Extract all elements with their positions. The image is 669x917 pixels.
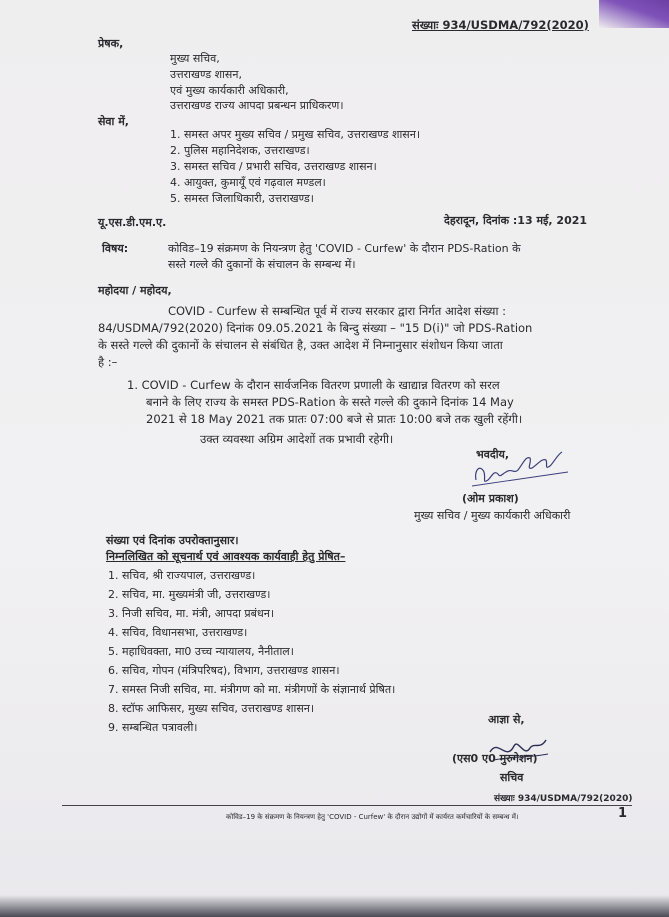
body-line: COVID - Curfew से सम्बन्धित पूर्व में राज्य सरकार द्वारा निर्गत आदेश संख्या : [168,304,506,318]
by-order: आज्ञा से, [488,713,525,726]
department-code: यू.एस.डी.एम.ए. [98,216,167,229]
photo-edge-dark [0,895,669,917]
copy-item: 2. सचिव, मा. मुख्यमंत्री जी, उत्तराखण्ड। [108,588,271,601]
secretary-name: (एस0 ए0 मुरुगेशन) [452,752,538,765]
recipients-label: सेवा में, [98,115,129,128]
page-number: 1 [618,806,628,821]
reference-number: संख्याः 934/USDMA/792(2020) [412,18,589,32]
copy-item: 8. स्टॉफ आफिसर, मुख्य सचिव, उत्तराखण्ड शासन। [108,702,315,715]
copy-heading: निम्नलिखित को सूचनार्थ एवं आवश्यक कार्यवाही हेतु प्रेषित– [106,550,346,563]
body-line: 84/USDMA/792(2020) दिनांक 09.05.2021 के बिन्दु संख्या – "15 D(i)" जो PDS-Ration [98,321,533,335]
recipient-item: 3. समस्त सचिव / प्रभारी सचिव, उत्तराखण्ड शासन। [170,160,377,173]
yours-faithfully: भवदीय, [476,448,510,461]
body-line: है :– [98,355,118,369]
effect-line: उक्त व्यवस्था अग्रिम आदेशों तक प्रभावी रहेगी। [200,432,394,446]
footer-divider [62,805,632,806]
sender-line: मुख्य सचिव, [170,52,220,65]
photo-edge-purple [599,0,669,28]
secretary-designation: सचिव [500,771,524,784]
signatory-name: (ओम प्रकाश) [462,492,519,505]
signatory-designation: मुख्य सचिव / मुख्य कार्यकारी अधिकारी [414,509,571,522]
copy-item: 7. समस्त निजी सचिव, मा. मंत्रीगण को मा. मंत्रीगणों के संज्ञानार्थ प्रेषित। [108,683,396,696]
copy-item: 9. सम्बन्धित पत्रावली। [108,721,198,734]
recipient-item: 1. समस्त अपर मुख्य सचिव / प्रमुख सचिव, उत्तराखण्ड शासन। [170,128,421,141]
point-line: 1. COVID - Curfew के दौरान सार्वजनिक वितरण प्रणाली के खाद्यान्न वितरण को सरल [127,378,500,392]
sender-line: उत्तराखण्ड शासन, [170,68,242,81]
copy-item: 6. सचिव, गोपन (मंत्रिपरिषद), विभाग, उत्तराखण्ड शासन। [108,664,340,677]
recipient-item: 2. पुलिस महानिदेशक, उत्तराखण्ड। [170,144,310,157]
body-line: के सस्ते गल्ले की दुकानों के संचालन से संबंधित है, उक्त आदेश में निम्नानुसार संशोधन किया जाता [98,338,503,352]
subject-line-1: कोविड–19 संक्रमण के नियन्त्रण हेतु 'COVID - Curfew' के दौरान PDS-Ration के [168,242,521,255]
subject-label: विषय: [102,242,129,255]
sender-line: उत्तराखण्ड राज्य आपदा प्रबन्धन प्राधिकरण। [170,99,344,112]
copy-item: 1. सचिव, श्री राज्यपाल, उत्तराखण्ड। [108,569,256,582]
salutation: महोदया / महोदय, [98,284,172,297]
footer-reference: संख्याः 934/USDMA/792(2020) [494,794,633,804]
sender-line: एवं मुख्य कार्यकारी अधिकारी, [170,84,289,97]
sender-label: प्रेषक, [98,37,124,50]
point-line: बनाने के लिए राज्य के समस्त PDS-Ration के सस्ते गल्ले की दुकाने दिनांक 14 May [146,395,514,409]
footer-subject: कोविड–19 के संक्रमण के नियन्त्रण हेतु 'COVID - Curfew' के दौरान उद्योगों में कार्यरत कर्मचारियों के सम्बन्ध में। [226,813,519,821]
copy-item: 5. महाधिवक्ता, मा0 उच्च न्यायालय, नैनीताल। [108,645,294,658]
place-date: देहरादून, दिनांक :13 मई, 2021 [444,214,588,227]
recipient-item: 4. आयुक्त, कुमायूँ एवं गढ़वाल मण्डल। [170,176,326,189]
subject-line-2: सस्ते गल्ले की दुकानों के संचालन के सम्बन्ध में। [168,258,356,271]
chief-secretary-signature [468,444,572,494]
recipient-item: 5. समस्त जिलाधिकारी, उत्तराखण्ड। [170,192,314,205]
copy-item: 4. सचिव, विधानसभा, उत्तराखण्ड। [108,626,248,639]
copy-reference: संख्या एवं दिनांक उपरोक्तानुसार। [106,534,239,547]
copy-item: 3. निजी सचिव, मा. मंत्री, आपदा प्रबंधन। [108,607,274,620]
point-line: 2021 से 18 May 2021 तक प्रातः 07:00 बजे से प्रातः 10:00 बजे तक खुली रहेंगी। [146,412,523,426]
